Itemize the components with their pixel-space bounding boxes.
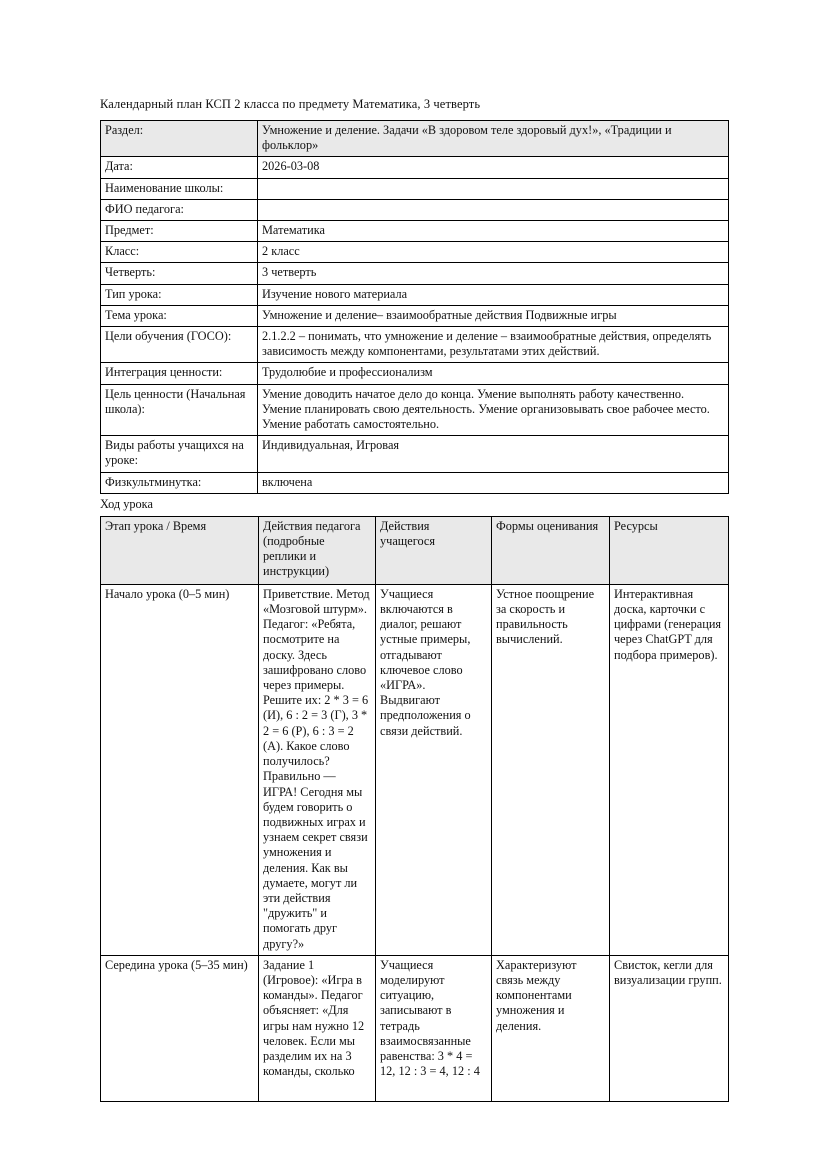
info-label: Физкультминутка:: [101, 472, 258, 493]
table-row: [101, 955, 729, 1101]
info-value: 2.1.2.2 – понимать, что умножение и деление – взаимообратные действия, определять зависимость между компонентами, результатами этих действий.: [258, 327, 729, 363]
table-row: [101, 221, 729, 242]
info-value: 3 четверть: [258, 263, 729, 284]
table-row: [101, 363, 729, 384]
table-row: [101, 157, 729, 178]
lesson-info-table-body: [101, 121, 729, 494]
table-row: [101, 384, 729, 436]
cell-assessment: Характеризуют связь между компонентами умножения и деления.: [492, 955, 610, 1101]
lesson-flow-table-body: [101, 584, 729, 1101]
info-value: Трудолюбие и профессионализм: [258, 363, 729, 384]
info-label: Виды работы учащихся на уроке:: [101, 436, 258, 472]
table-row: [101, 436, 729, 472]
flow-section-caption: Ход урока: [100, 496, 153, 511]
table-row: [101, 178, 729, 199]
table-row: [101, 199, 729, 220]
info-value: Изучение нового материала: [258, 284, 729, 305]
table-row: [101, 284, 729, 305]
cell-student-actions: Учащиеся включаются в диалог, решают устные примеры, отгадывают ключевое слово «ИГРА». Выдвигают предположения о связи действий.: [376, 584, 492, 955]
info-label: Четверть:: [101, 263, 258, 284]
lesson-flow-table-head: [101, 516, 729, 584]
table-row: [101, 584, 729, 955]
cell-assessment: Устное поощрение за скорость и правильность вычислений.: [492, 584, 610, 955]
info-label: Тип урока:: [101, 284, 258, 305]
lesson-flow-table: [100, 516, 729, 1102]
table-header-row: [101, 516, 729, 584]
cell-resources: Свисток, кегли для визуализации групп.: [610, 955, 729, 1101]
table-row: [101, 263, 729, 284]
info-value: Умножение и деление– взаимообратные действия Подвижные игры: [258, 305, 729, 326]
info-label: Цели обучения (ГОСО):: [101, 327, 258, 363]
column-header-stage: Этап урока / Время: [101, 516, 259, 584]
info-value: включена: [258, 472, 729, 493]
column-header-teacher-actions: Действия педагога (подробные реплики и инструкции): [259, 516, 376, 584]
cell-teacher-actions: Приветствие. Метод «Мозговой штурм». Педагог: «Ребята, посмотрите на доску. Здесь зашифровано слово через примеры. Решите их: 2 * 3 = 6 (И), 6 : 2 = 3 (Г), 3 * 2 = 6 (Р), 6 : 3 = 2 (А). Какое слово получилось? Правильно — ИГРА! Сегодня мы будем говорить о подвижных играх и узнаем секрет связи умножения и деления. Как вы думаете, могут ли эти действия "дружить" и помогать друг другу?»: [259, 584, 376, 955]
column-header-student-actions: Действия учащегося: [376, 516, 492, 584]
table-row: [101, 242, 729, 263]
lesson-info-table: [100, 120, 729, 494]
info-label: Цель ценности (Начальная школа):: [101, 384, 258, 436]
info-label: Наименование школы:: [101, 178, 258, 199]
info-label: Раздел:: [101, 121, 258, 157]
cell-stage: Начало урока (0–5 мин): [101, 584, 259, 955]
info-value: 2026-03-08: [258, 157, 729, 178]
info-value: Умение доводить начатое дело до конца. Умение выполнять работу качественно. Умение планировать свою деятельность. Умение организовывать свое рабочее место. Умение работать самостоятельно.: [258, 384, 729, 436]
cell-resources: Интерактивная доска, карточки с цифрами (генерация через ChatGPT для подбора примеров).: [610, 584, 729, 955]
info-value: [258, 178, 729, 199]
cell-teacher-actions: Задание 1 (Игровое): «Игра в команды». Педагог объясняет: «Для игры нам нужно 12 человек. Если мы разделим их на 3 команды, сколько: [259, 955, 376, 1101]
info-label: Дата:: [101, 157, 258, 178]
info-value: 2 класс: [258, 242, 729, 263]
table-row: [101, 305, 729, 326]
table-row: [101, 472, 729, 493]
info-label: ФИО педагога:: [101, 199, 258, 220]
info-value: Умножение и деление. Задачи «В здоровом теле здоровый дух!», «Традиции и фольклор»: [258, 121, 729, 157]
page-title: Календарный план КСП 2 класса по предмету Математика, 3 четверть: [100, 97, 481, 111]
column-header-resources: Ресурсы: [610, 516, 729, 584]
table-row: [101, 327, 729, 363]
info-value: Индивидуальная, Игровая: [258, 436, 729, 472]
info-label: Тема урока:: [101, 305, 258, 326]
column-header-assessment: Формы оценивания: [492, 516, 610, 584]
info-value: [258, 199, 729, 220]
info-value: Математика: [258, 221, 729, 242]
info-label: Интеграция ценности:: [101, 363, 258, 384]
info-label: Класс:: [101, 242, 258, 263]
cell-student-actions: Учащиеся моделируют ситуацию, записывают в тетрадь взаимосвязанные равенства: 3 * 4 = 12, 12 : 3 = 4, 12 : 4: [376, 955, 492, 1101]
cell-stage: Середина урока (5–35 мин): [101, 955, 259, 1101]
table-row: [101, 121, 729, 157]
info-label: Предмет:: [101, 221, 258, 242]
